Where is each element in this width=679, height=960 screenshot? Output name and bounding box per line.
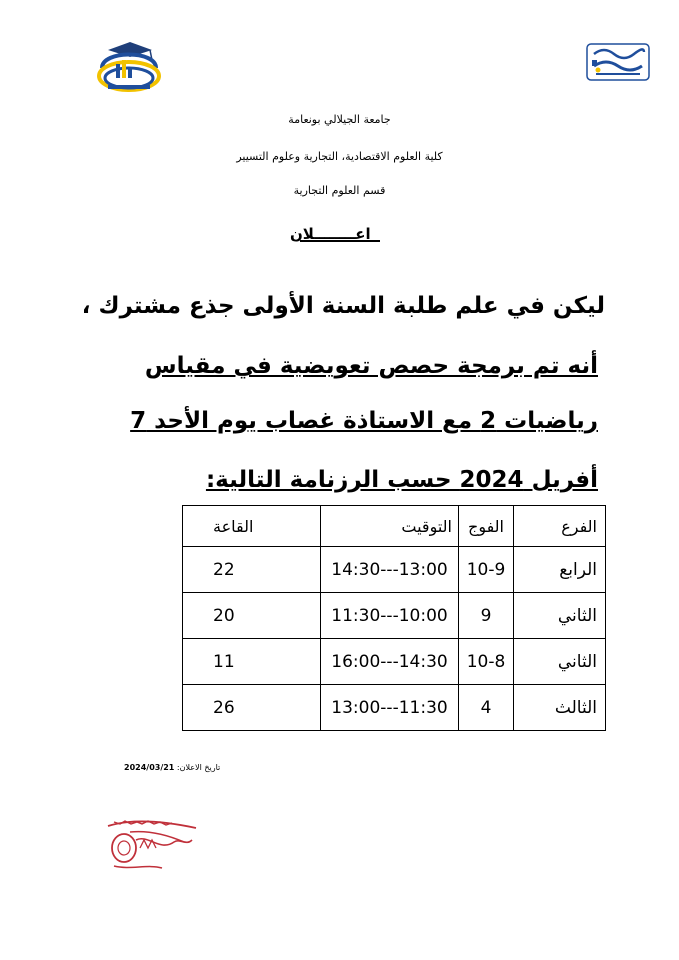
university-wordmark-icon [584, 40, 652, 84]
date-label: تاريخ الاعلان: [176, 763, 221, 772]
cell-group: 9 [459, 593, 514, 639]
cell-time: 14:30---16:00 [321, 639, 459, 685]
university-name: جامعة الجيلالي بونعامة [288, 113, 391, 126]
cell-room: 11 [183, 639, 321, 685]
cell-time: 11:30---13:00 [321, 685, 459, 731]
announcement-title: اعــــــــلان [290, 225, 371, 243]
announcement-line-2: أنه تم برمجة حصص تعويضية في مقياس [144, 353, 598, 379]
table-row [183, 593, 606, 639]
cell-branch: الثاني [514, 639, 606, 685]
table-row [183, 547, 606, 593]
cell-room: 20 [183, 593, 321, 639]
announcement-line-4: أفريل 2024 حسب الرزنامة التالية: [205, 467, 598, 493]
cell-group: 4 [459, 685, 514, 731]
announcement-underline [300, 240, 380, 242]
header-branch: الفرع [514, 506, 606, 547]
cell-room: 26 [183, 685, 321, 731]
schedule-table [182, 505, 606, 731]
cell-branch: الثالث [514, 685, 606, 731]
cell-branch: الرابع [514, 547, 606, 593]
date-value: 2024/03/21 [124, 763, 175, 772]
cell-branch: الثاني [514, 593, 606, 639]
cell-room: 22 [183, 547, 321, 593]
table-row [183, 639, 606, 685]
header-group: الفوج [459, 506, 514, 547]
announcement-line-1: ليكن في علم طلبة السنة الأولى جذع مشترك ، [81, 293, 605, 319]
announcement-date [124, 763, 220, 772]
announcement-line-3: رياضيات 2 مع الاستاذة غصاب يوم الأحد 7 [130, 408, 598, 434]
cell-time: 10:00---11:30 [321, 593, 459, 639]
table-header-row [183, 506, 606, 547]
cell-group: 10-9 [459, 547, 514, 593]
table-row [183, 685, 606, 731]
faculty-name: كلية العلوم الاقتصادية، التجارية وعلوم التسيير [236, 150, 443, 163]
department-stamp-icon [100, 812, 208, 874]
university-emblem-icon [94, 38, 164, 96]
cell-group: 10-8 [459, 639, 514, 685]
department-name: قسم العلوم التجارية [293, 184, 386, 197]
header-time: التوقيت [321, 506, 459, 547]
cell-time: 13:00---14:30 [321, 547, 459, 593]
header-room: القاعة [183, 506, 321, 547]
